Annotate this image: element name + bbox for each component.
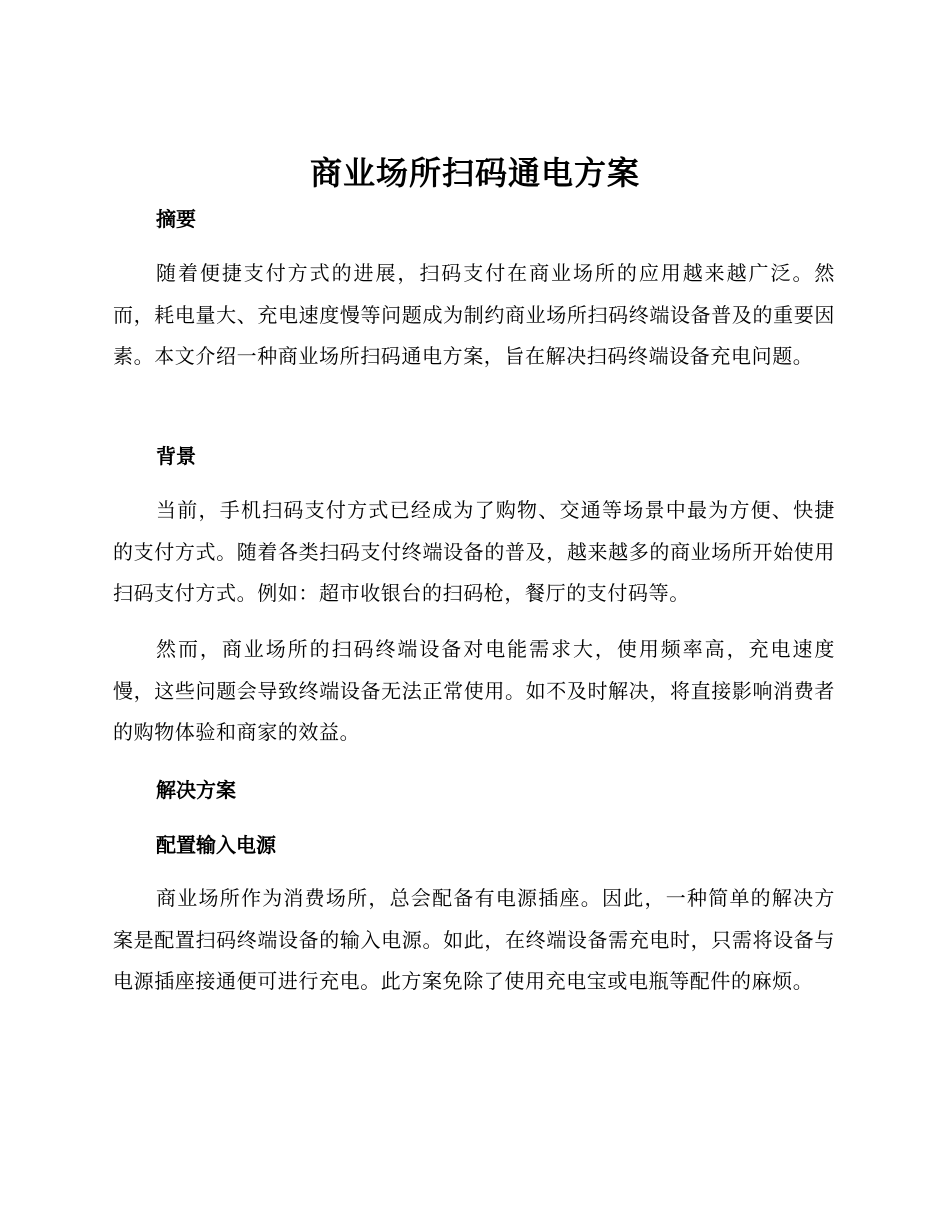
section-heading-solution: 解决方案 — [156, 778, 236, 802]
paragraph-abstract: 随着便捷支付方式的进展，扫码支付在商业场所的应用越来越广泛。然而，耗电量大、充电速度慢等问题成为制约商业场所扫码终端设备普及的重要因素。本文介绍一种商业场所扫码通电方案，旨在解决扫码终端设备充电问题。 — [113, 261, 835, 368]
paragraph-background-1: 当前，手机扫码支付方式已经成为了购物、交通等场景中最为方便、快捷的支付方式。随着各类扫码支付终端设备的普及，越来越多的商业场所开始使用扫码支付方式。例如：超市收银台的扫码枪，餐厅的支付码等。 — [113, 498, 835, 605]
section-heading-background: 背景 — [156, 444, 196, 468]
paragraph-input-power: 商业场所作为消费场所，总会配备有电源插座。因此，一种简单的解决方案是配置扫码终端设备的输入电源。如此，在终端设备需充电时，只需将设备与电源插座接通便可进行充电。此方案免除了使用充电宝或电瓶等配件的麻烦。 — [113, 886, 835, 993]
paragraph-background-2: 然而，商业场所的扫码终端设备对电能需求大，使用频率高，充电速度慢，这些问题会导致终端设备无法正常使用。如不及时解决，将直接影响消费者的购物体验和商家的效益。 — [113, 637, 835, 744]
subsection-heading-input-power: 配置输入电源 — [156, 833, 276, 857]
document-title: 商业场所扫码通电方案 — [309, 154, 640, 192]
section-heading-abstract: 摘要 — [156, 207, 196, 231]
